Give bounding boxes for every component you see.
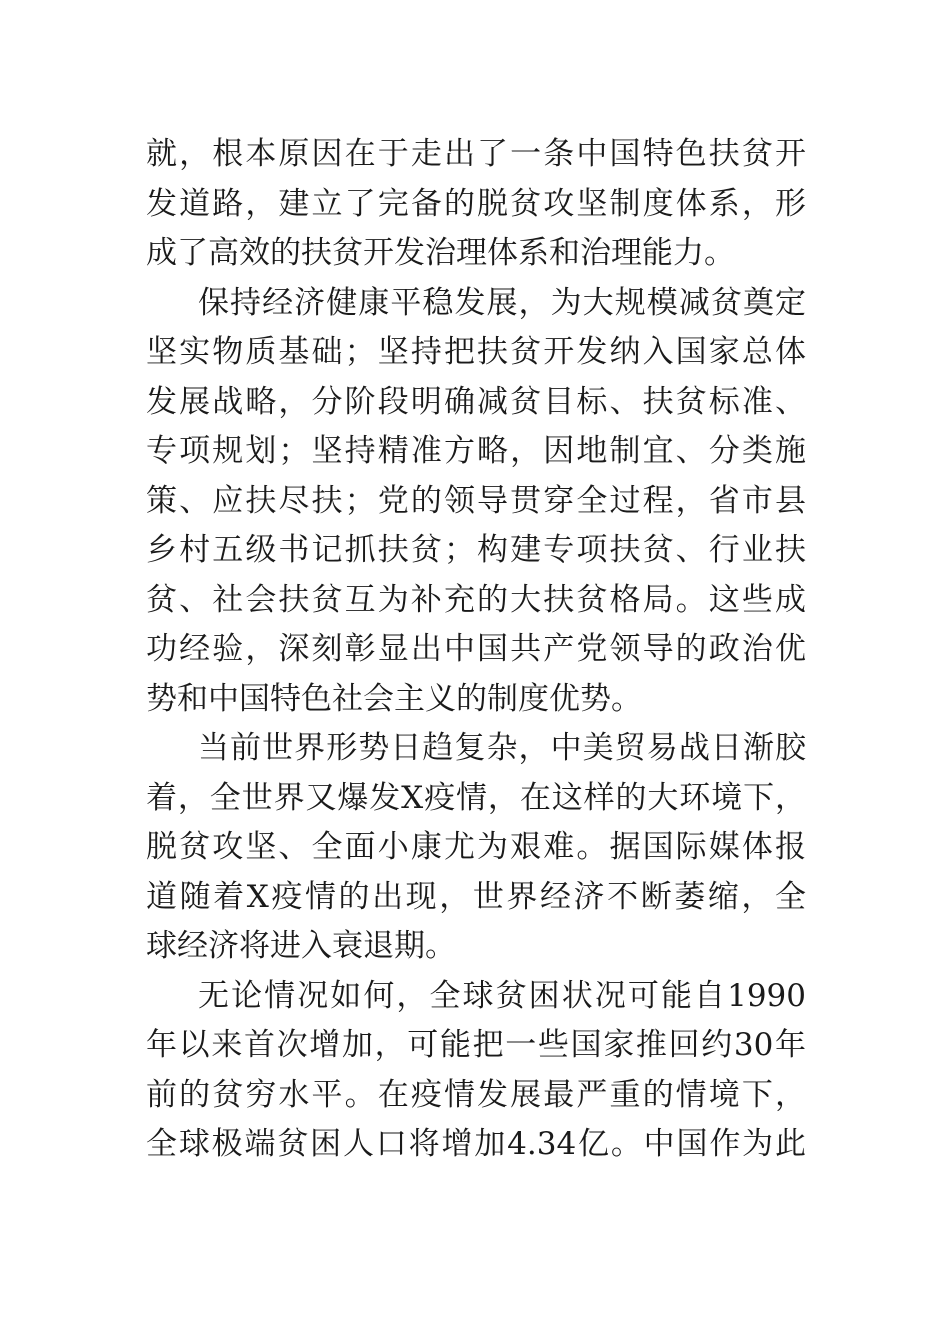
text-line: 成了高效的扶贫开发治理体系和治理能力。 bbox=[146, 235, 735, 271]
text-line: 脱贫攻坚、全面小康尤为艰难。据国际媒体报 bbox=[146, 829, 806, 865]
text-line: 前的贫穷水平。在疫情发展最严重的情境下， bbox=[146, 1076, 806, 1113]
text-line: 发道路，建立了完备的脱贫攻坚制度体系，形 bbox=[146, 185, 806, 222]
text-line: 着，全世界又爆发X疫情，在这样的大环境下， bbox=[146, 779, 806, 816]
text-line: 策、应扶尽扶；党的领导贯穿全过程，省市县 bbox=[146, 482, 806, 519]
text-line: 就，根本原因在于走出了一条中国特色扶贫开 bbox=[146, 136, 806, 172]
text-line: 当前世界形势日趋复杂，中美贸易战日渐胶 bbox=[198, 730, 806, 766]
paragraph bbox=[146, 130, 806, 279]
text-line: 功经验，深刻彰显出中国共产党领导的政治优 bbox=[146, 631, 806, 667]
document-body bbox=[146, 130, 806, 1170]
text-line: 无论情况如何，全球贫困状况可能自1990 bbox=[198, 977, 806, 1014]
paragraph bbox=[146, 279, 806, 725]
text-line: 坚实物质基础；坚持把扶贫开发纳入国家总体 bbox=[146, 334, 806, 370]
text-line: 专项规划；坚持精准方略，因地制宜、分类施 bbox=[146, 433, 806, 469]
text-line: 全球极端贫困人口将增加4.34亿。中国作为此 bbox=[146, 1126, 806, 1162]
paragraph bbox=[146, 724, 806, 972]
text-line: 贫、社会扶贫互为补充的大扶贫格局。这些成 bbox=[146, 581, 806, 618]
text-line: 发展战略，分阶段明确减贫目标、扶贫标准、 bbox=[146, 383, 806, 420]
text-line: 乡村五级书记抓扶贫；构建专项扶贫、行业扶 bbox=[146, 532, 806, 568]
text-line: 道随着X疫情的出现，世界经济不断萎缩，全 bbox=[146, 878, 806, 915]
text-line: 保持经济健康平稳发展，为大规模减贫奠定 bbox=[198, 284, 806, 321]
paragraph bbox=[146, 972, 806, 1170]
text-line: 球经济将进入衰退期。 bbox=[146, 928, 456, 964]
text-line: 势和中国特色社会主义的制度优势。 bbox=[146, 680, 642, 717]
text-line: 年以来首次增加，可能把一些国家推回约30年 bbox=[146, 1027, 806, 1063]
